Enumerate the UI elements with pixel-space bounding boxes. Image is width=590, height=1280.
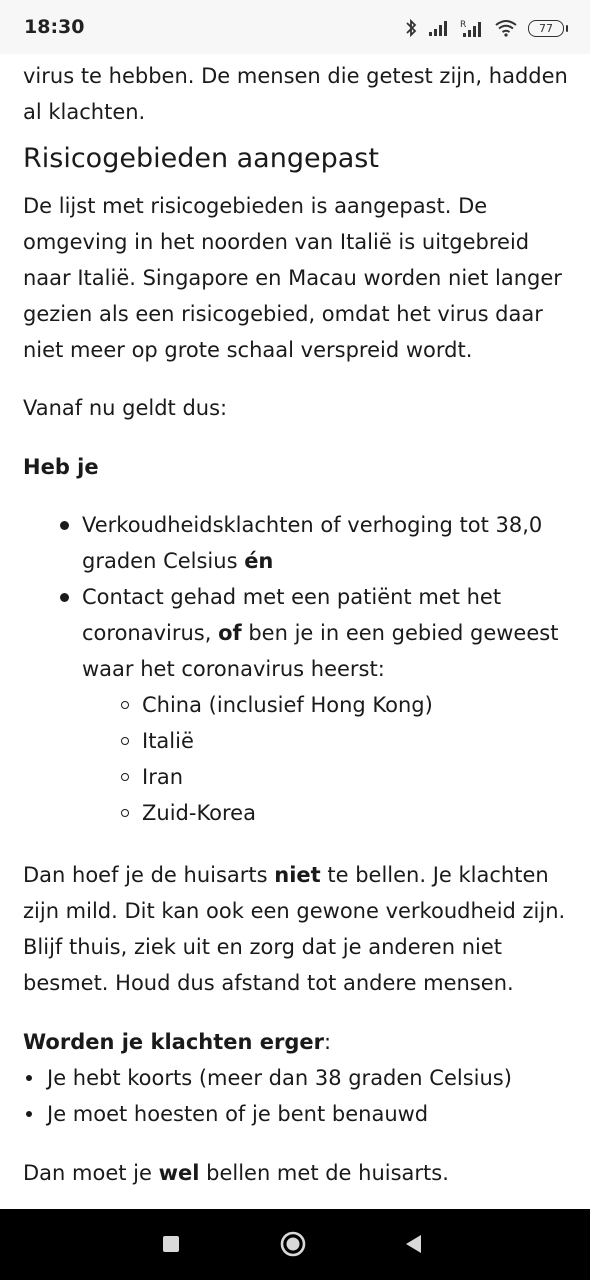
text-span: Dan hoef je de huisarts xyxy=(23,863,275,887)
emphasis-text: niet xyxy=(274,863,321,887)
condition-text: ben je in een gebied geweest waar het coronavirus heerst: xyxy=(82,621,559,681)
text-span: : xyxy=(324,1030,332,1054)
list-item: Je moet hoesten of je bent benauwd xyxy=(47,1096,571,1132)
areas-list xyxy=(82,687,571,831)
area-item: Iran xyxy=(142,759,571,795)
battery-icon: 77 xyxy=(528,20,564,37)
navigation-bar xyxy=(0,1209,590,1280)
article-content xyxy=(23,54,571,1191)
list-item xyxy=(82,579,571,831)
symptoms-list xyxy=(23,1060,571,1132)
vanaf-paragraph: Vanaf nu geldt dus: xyxy=(23,396,228,420)
emphasis-text: Worden je klachten erger xyxy=(23,1030,324,1054)
condition-text: Verkoudheidsklachten of verhoging tot 38,0 graden Celsius xyxy=(82,513,543,573)
status-bar xyxy=(0,0,590,54)
dan-hoef-paragraph xyxy=(23,857,571,1001)
status-time: 18:30 xyxy=(24,16,85,38)
heb-je-label: Heb je xyxy=(23,455,99,479)
list-item: Je hebt koorts (meer dan 38 graden Celsius) xyxy=(47,1060,571,1096)
conditions-list xyxy=(23,507,571,831)
back-icon[interactable] xyxy=(398,1229,428,1259)
risk-areas-paragraph: De lijst met risicogebieden is aangepast. De omgeving in het noorden van Italië is uitgebreid naar Italië. Singapore en Macau worden niet langer gezien als een risicogebied, omdat het virus daar niet meer op grote schaal verspreid wordt. xyxy=(23,194,562,362)
status-icons xyxy=(404,16,564,40)
home-icon[interactable] xyxy=(278,1229,308,1259)
wifi-icon xyxy=(494,19,518,37)
condition-text: Contact gehad met een patiënt met het coronavirus, xyxy=(82,585,502,645)
condition-emphasis: én xyxy=(244,549,274,573)
text-span: te bellen. Je klachten zijn mild. Dit kan ook een gewone verkoudheid zijn. Blijf thuis, ziek uit en zorg dat je anderen niet besmet. Houd dus afstand tot andere mensen. xyxy=(23,863,566,995)
area-item: Italië xyxy=(142,723,571,759)
condition-emphasis: of xyxy=(218,621,242,645)
area-item: Zuid-Korea xyxy=(142,795,571,831)
bluetooth-icon xyxy=(404,18,418,38)
signal-roaming-icon xyxy=(460,18,484,38)
section-heading: Risicogebieden aangepast xyxy=(23,143,379,174)
emphasis-text: wel xyxy=(158,1161,200,1185)
area-item: China (inclusief Hong Kong) xyxy=(142,687,571,723)
signal-icon xyxy=(428,19,450,37)
worden-paragraph xyxy=(23,1024,571,1060)
svg-text:R: R xyxy=(460,20,467,30)
text-span: Dan moet je xyxy=(23,1161,159,1185)
intro-paragraph: virus te hebben. De mensen die getest zijn, hadden al klachten. xyxy=(23,64,568,124)
dan-moet-paragraph xyxy=(23,1155,571,1191)
text-span: bellen met de huisarts. xyxy=(199,1161,449,1185)
recent-apps-icon[interactable] xyxy=(156,1229,186,1259)
list-item xyxy=(82,507,571,579)
